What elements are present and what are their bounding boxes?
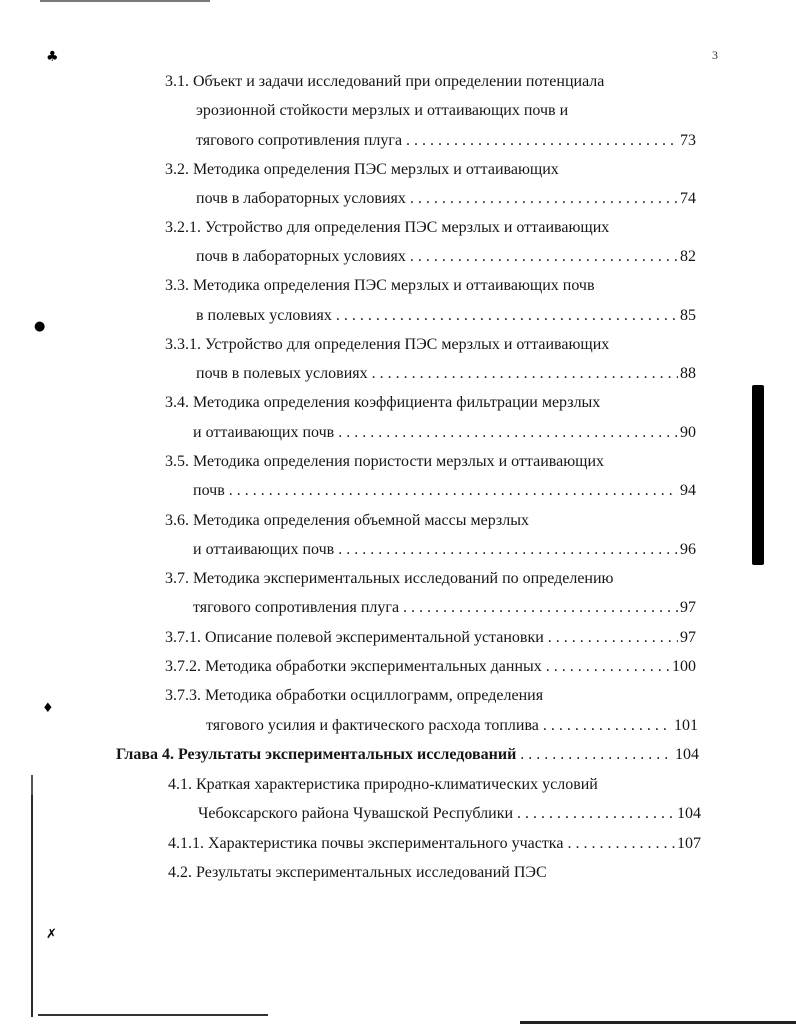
toc-entry-text: 3.2. Методика определения ПЭС мерзлых и оттаивающих	[165, 161, 559, 178]
toc-entry-text: почв в лабораторных условиях	[196, 190, 406, 207]
toc-entry-line	[165, 159, 559, 181]
toc-entry-text: 3.2.1. Устройство для определения ПЭС мерзлых и оттаивающих	[165, 219, 610, 236]
toc-entry-text: 3.3. Методика определения ПЭС мерзлых и оттаивающих почв	[165, 277, 595, 294]
toc-entry-text: 3.7.3. Методика обработки осциллограмм, определения	[165, 687, 544, 704]
toc-entry-text: почв	[193, 482, 225, 499]
toc-entry-line	[165, 656, 696, 678]
scan-right-bar	[752, 385, 764, 565]
toc-dot-leader	[406, 130, 678, 152]
scan-top-line	[40, 0, 210, 2]
toc-dot-leader	[548, 627, 678, 649]
toc-dot-leader	[372, 363, 678, 385]
toc-entry-text: тягового сопротивления плуга	[193, 599, 400, 616]
toc-dot-leader	[410, 246, 678, 268]
toc-dot-leader	[403, 597, 678, 619]
toc-entry-text: 3.4. Методика определения коэффициента фильтрации мерзлых	[165, 394, 601, 411]
scan-speck-icon: ♣	[46, 49, 59, 65]
toc-entry-line	[168, 833, 701, 855]
toc-entry-line	[196, 130, 696, 152]
toc-entry-line	[165, 451, 604, 473]
toc-dot-leader	[410, 188, 678, 210]
toc-page-number: 82	[680, 248, 696, 265]
toc-dot-leader	[517, 803, 675, 825]
toc-dot-leader	[546, 656, 670, 678]
toc-entry-text: тягового усилия и фактического расхода топлива	[206, 717, 539, 734]
toc-entry-text: 3.6. Методика определения объемной массы мерзлых	[165, 512, 529, 529]
toc-entry-line	[193, 422, 696, 444]
toc-entry-line	[206, 715, 698, 737]
scan-bottom-line	[38, 1014, 268, 1016]
toc-entry-text: почв в полевых условиях	[196, 365, 368, 382]
toc-page-number: 90	[680, 424, 696, 441]
toc-entry-line	[165, 275, 595, 297]
toc-entry-line	[168, 862, 547, 884]
toc-dot-leader	[338, 422, 678, 444]
toc-entry-text: 3.5. Методика определения пористости мерзлых и оттаивающих	[165, 453, 605, 470]
page-number: 3	[712, 48, 718, 62]
toc-entry-text: эрозионной стойкости мерзлых и оттаивающих почв и	[196, 102, 569, 119]
toc-page-number: 97	[680, 599, 696, 616]
toc-dot-leader	[338, 539, 678, 561]
scan-speck-icon: ♦	[42, 701, 54, 716]
toc-page-number: 88	[680, 365, 696, 382]
toc-entry-line	[196, 100, 568, 122]
toc-entry-line	[165, 685, 543, 707]
toc-page-number: 97	[680, 629, 696, 646]
toc-dot-leader	[567, 833, 675, 855]
toc-entry-line	[165, 627, 696, 649]
toc-entry-text: 3.7.2. Методика обработки экспериментальных данных	[165, 658, 542, 675]
toc-entry-line	[165, 334, 609, 356]
toc-entry-line	[193, 539, 696, 561]
toc-entry-text: 3.3.1. Устройство для определения ПЭС мерзлых и оттаивающих	[165, 336, 610, 353]
toc-entry-line	[196, 188, 696, 210]
toc-page-number: 85	[680, 307, 696, 324]
toc-dot-leader	[520, 744, 673, 766]
toc-entry-line	[165, 392, 600, 414]
toc-entry-text: 3.1. Объект и задачи исследований при определении потенциала	[165, 73, 605, 90]
scan-left-edge	[31, 775, 33, 1017]
toc-entry-text: почв в лабораторных условиях	[196, 248, 406, 265]
scan-bottom-line	[520, 1021, 796, 1024]
scan-speck-icon: ✗	[46, 927, 57, 942]
toc-entry-line	[165, 510, 529, 532]
toc-page-number: 100	[672, 658, 696, 675]
toc-entry-line	[165, 568, 614, 590]
toc-entry-line	[196, 246, 696, 268]
toc-entry-line	[168, 774, 598, 796]
toc-dot-leader	[543, 715, 672, 737]
toc-page-number: 101	[674, 717, 698, 734]
toc-entry-text: 4.2. Результаты экспериментальных исследований ПЭС	[168, 864, 547, 881]
toc-page-number: 94	[680, 482, 696, 499]
toc-chapter-heading	[116, 744, 699, 766]
toc-entry-line	[196, 363, 696, 385]
toc-entry-text: в полевых условиях	[196, 307, 332, 324]
toc-entry-text: 4.1. Краткая характеристика природно-климатических условий	[168, 776, 598, 793]
toc-entry-text: 4.1.1. Характеристика почвы экспериментального участка	[168, 835, 564, 852]
toc-entry-text: Глава 4. Результаты экспериментальных исследований	[116, 746, 517, 763]
toc-entry-line	[165, 217, 609, 239]
toc-entry-line	[196, 305, 696, 327]
toc-entry-line	[198, 803, 701, 825]
toc-entry-text: тягового сопротивления плуга	[196, 132, 403, 149]
toc-dot-leader	[229, 480, 678, 502]
toc-page-number: 96	[680, 541, 696, 558]
toc-entry-text: и оттаивающих почв	[193, 541, 335, 558]
toc-entry-text: Чебоксарского района Чувашской Республики	[198, 805, 514, 822]
toc-entry-text: 3.7. Методика экспериментальных исследований по определению	[165, 570, 614, 587]
toc-page-number: 104	[675, 746, 699, 763]
toc-entry-text: и оттаивающих почв	[193, 424, 335, 441]
toc-page-number: 107	[677, 835, 701, 852]
toc-page-number: 74	[680, 190, 696, 207]
toc-entry-line	[165, 71, 604, 93]
toc-page-number: 104	[677, 805, 701, 822]
scan-speck-icon: ●	[34, 319, 46, 334]
toc-entry-text: 3.7.1. Описание полевой экспериментальной установки	[165, 629, 544, 646]
toc-entry-line	[193, 480, 696, 502]
toc-dot-leader	[336, 305, 678, 327]
toc-entry-line	[193, 597, 696, 619]
toc-page-number: 73	[680, 132, 696, 149]
scan-left-tick	[31, 775, 33, 795]
